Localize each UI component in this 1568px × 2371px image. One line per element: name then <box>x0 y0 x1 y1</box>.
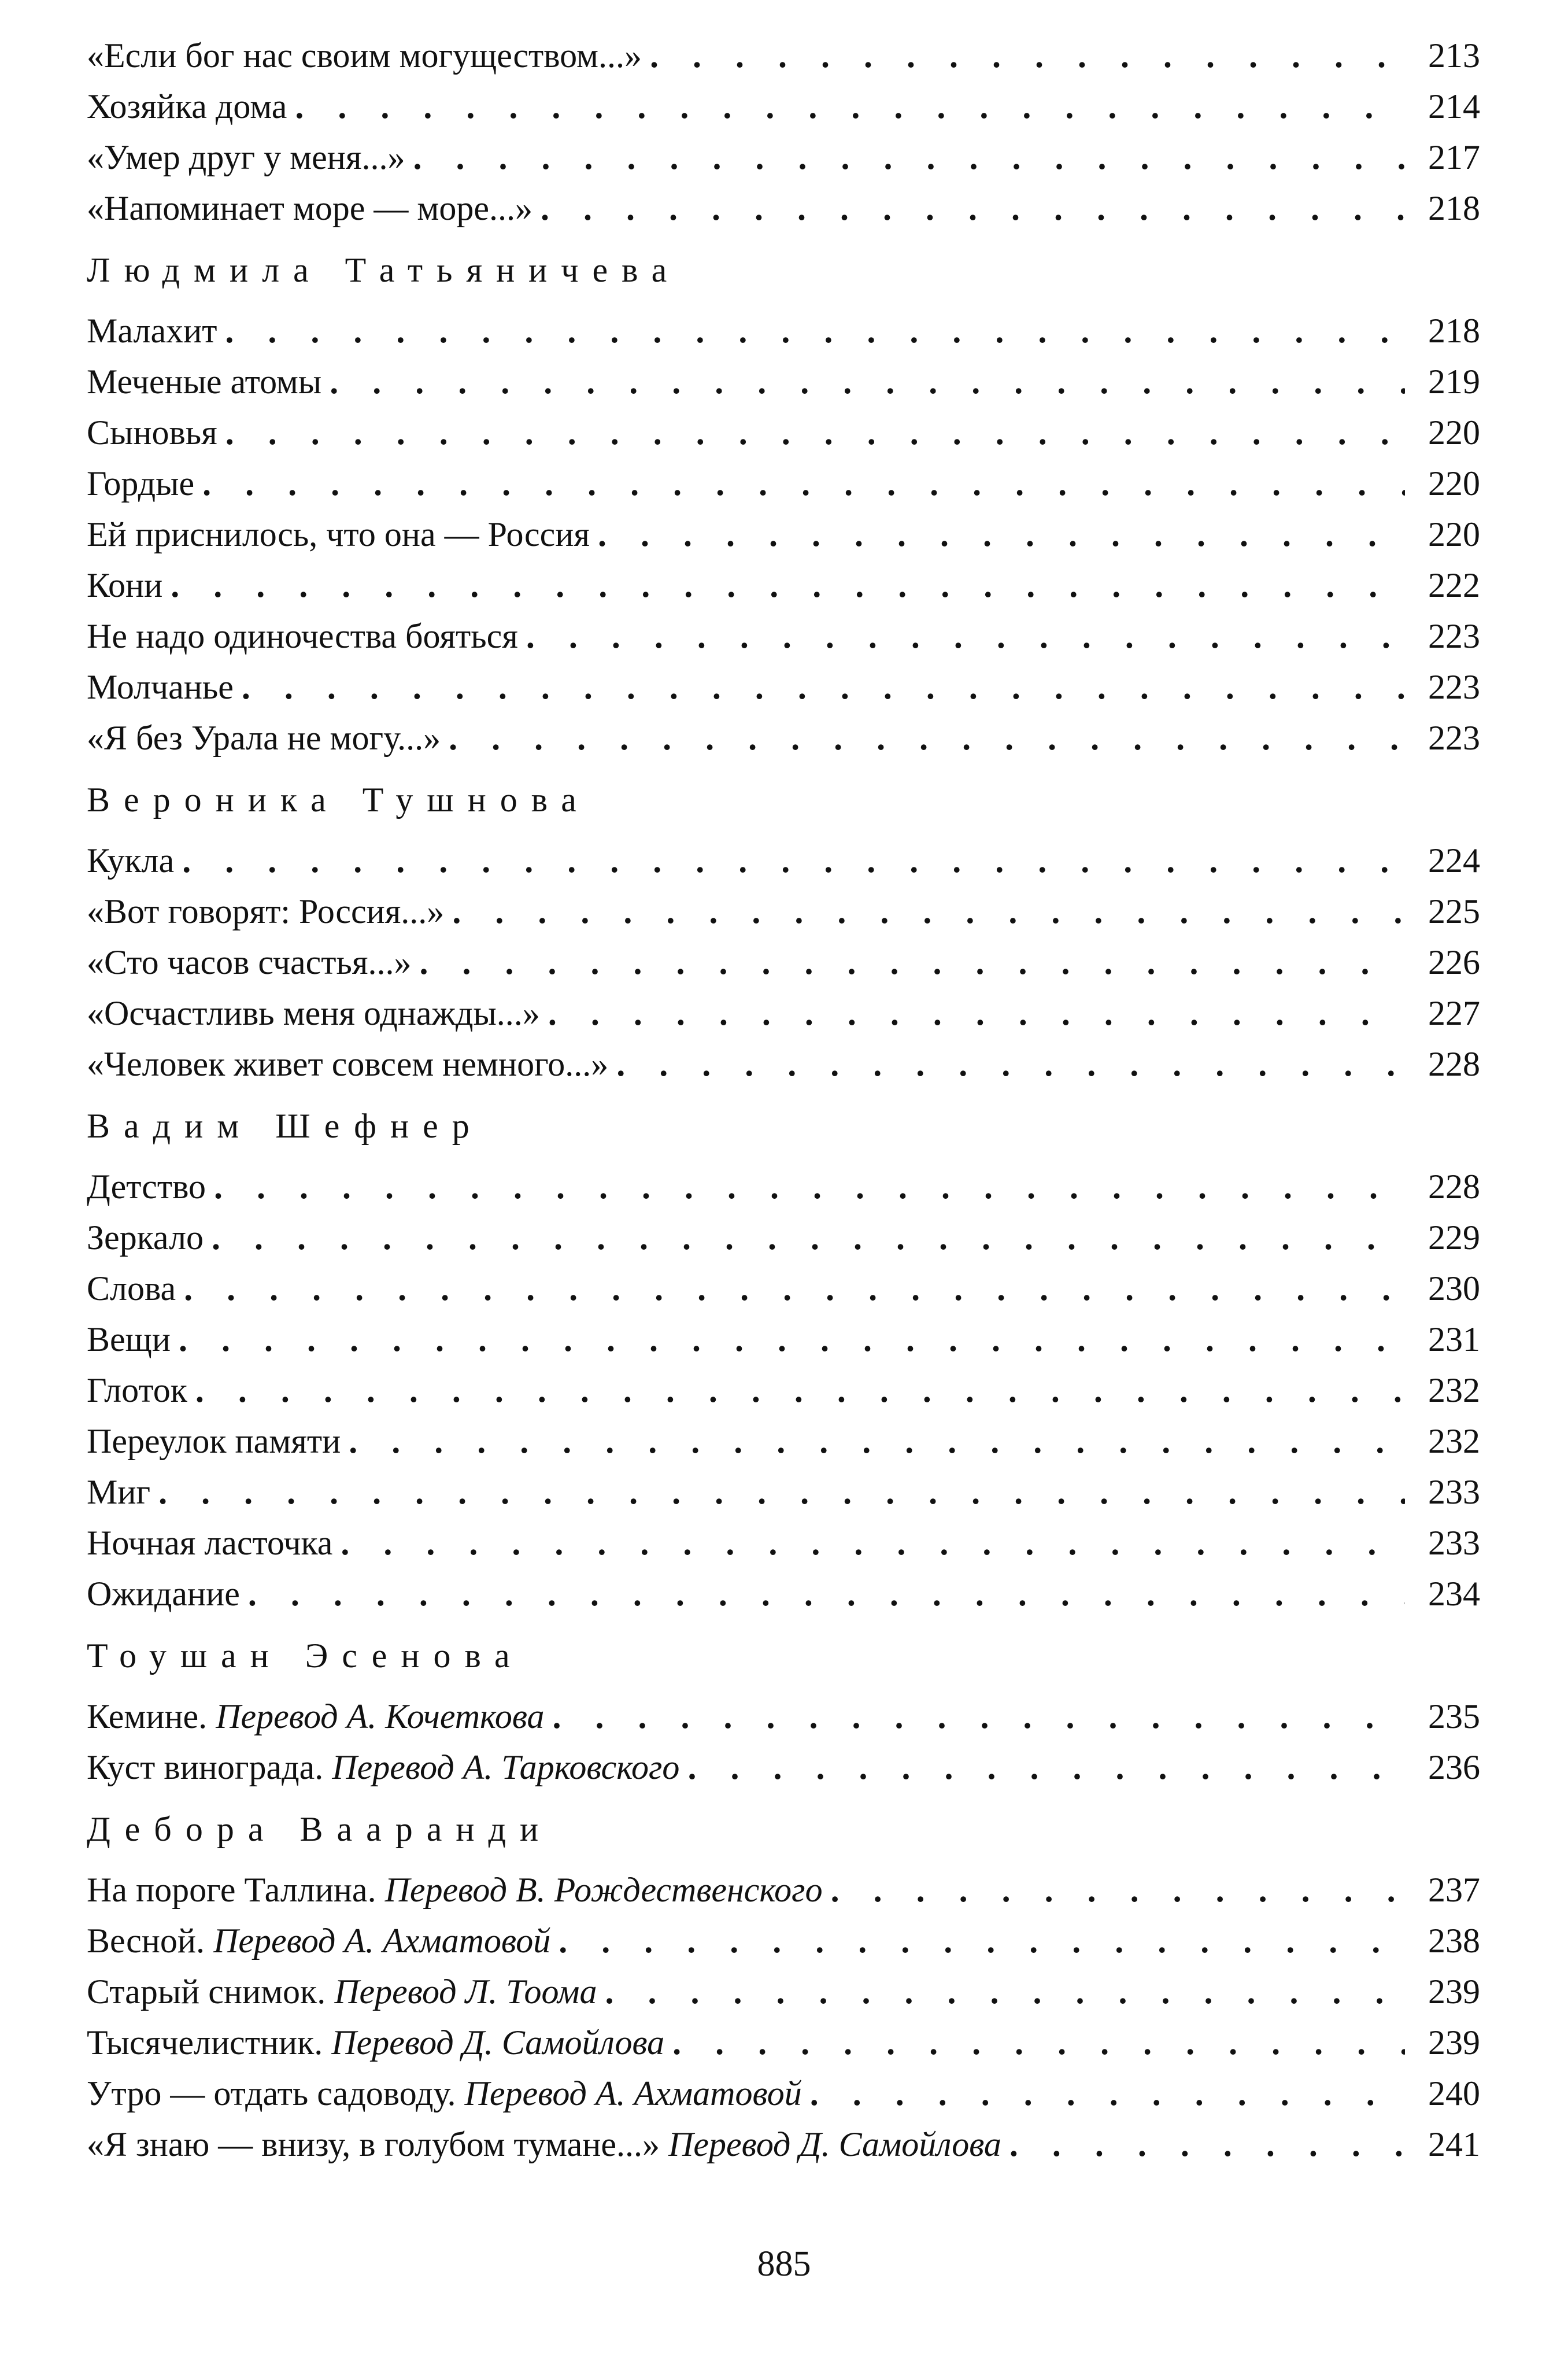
toc-entry <box>87 132 1480 183</box>
entry-title-block <box>87 1915 550 1966</box>
entry-page-number: 220 <box>1428 413 1480 452</box>
dot-leader <box>184 1263 1405 1314</box>
entry-title-block <box>87 509 590 560</box>
entry-title: Ей приснилось, что она — Россия <box>87 515 590 553</box>
dot-leader <box>552 1691 1405 1742</box>
entry-page-number: 214 <box>1428 87 1480 125</box>
dot-leader <box>559 1915 1405 1966</box>
entry-title-block <box>87 81 287 132</box>
entry-title-block <box>87 937 411 988</box>
entry-title: Кемине. <box>87 1697 208 1735</box>
entry-page-number: 239 <box>1428 1973 1480 2011</box>
dot-leader <box>449 712 1405 763</box>
dot-leader <box>225 305 1405 356</box>
dot-leader <box>341 1517 1405 1568</box>
entry-translator: Перевод Д. Самойлова <box>331 2023 665 2062</box>
entry-title-block <box>87 1314 171 1365</box>
entry-page-number: 233 <box>1428 1524 1480 1562</box>
entry-title-block <box>87 662 234 712</box>
entry-title-block <box>87 1467 150 1517</box>
dot-leader <box>548 988 1405 1039</box>
entry-title-block <box>87 835 174 886</box>
author-heading: Вероника Тушнова <box>87 781 590 819</box>
entry-page-number: 213 <box>1428 36 1480 75</box>
entry-page-number: 239 <box>1428 2023 1480 2062</box>
author-heading: Людмила Татьяничева <box>87 251 681 289</box>
entry-title: Кони <box>87 566 163 604</box>
entry-title: Меченые атомы <box>87 363 322 401</box>
entry-page-number: 228 <box>1428 1168 1480 1206</box>
entry-title: Утро — отдать садоводу. <box>87 2074 456 2113</box>
entry-page-number: 240 <box>1428 2074 1480 2113</box>
author-heading: Тоушан Эсенова <box>87 1637 524 1675</box>
entry-title: Переулок памяти <box>87 1422 341 1460</box>
entry-page-number: 241 <box>1428 2125 1480 2163</box>
toc-entry <box>87 937 1480 988</box>
toc-entry <box>87 1915 1480 1966</box>
entry-page-number: 232 <box>1428 1371 1480 1409</box>
dot-leader <box>419 937 1405 988</box>
toc-entry <box>87 407 1480 458</box>
entry-title: Детство <box>87 1168 206 1206</box>
dot-leader <box>214 1161 1405 1212</box>
entry-title-block <box>87 611 518 662</box>
toc-entry <box>87 30 1480 81</box>
entry-title-block <box>87 2068 802 2119</box>
toc-entry <box>87 835 1480 886</box>
page-number: 885 <box>757 2244 811 2284</box>
dot-leader <box>195 1365 1405 1416</box>
entry-title-block <box>87 132 405 183</box>
toc-entry <box>87 509 1480 560</box>
dot-leader <box>831 1864 1405 1915</box>
entry-title: Сыновья <box>87 413 217 452</box>
entry-page-number: 236 <box>1428 1748 1480 1786</box>
dot-leader <box>202 458 1405 509</box>
toc-entry <box>87 1568 1480 1619</box>
entry-title: Ожидание <box>87 1575 240 1613</box>
entry-title: Не надо одиночества бояться <box>87 617 518 655</box>
dot-leader <box>330 356 1405 407</box>
entry-title: Тысячелистник. <box>87 2023 323 2062</box>
dot-leader <box>158 1467 1405 1517</box>
dot-leader <box>212 1212 1405 1263</box>
entry-page-number: 222 <box>1428 566 1480 604</box>
entry-page-number: 230 <box>1428 1269 1480 1308</box>
entry-title: «Если бог нас своим могуществом...» <box>87 36 642 75</box>
entry-title: «Я без Урала не могу...» <box>87 719 441 757</box>
entry-page-number: 224 <box>1428 841 1480 880</box>
entry-title: Весной. <box>87 1922 205 1960</box>
entry-page-number: 232 <box>1428 1422 1480 1460</box>
toc-entry <box>87 662 1480 712</box>
toc-entry <box>87 81 1480 132</box>
toc-entry <box>87 2017 1480 2068</box>
entry-page-number: 226 <box>1428 943 1480 981</box>
toc-entry <box>87 305 1480 356</box>
dot-leader <box>295 81 1405 132</box>
entry-page-number: 227 <box>1428 994 1480 1032</box>
entry-page-number: 223 <box>1428 719 1480 757</box>
toc-entry <box>87 1416 1480 1467</box>
entry-translator: Перевод А. Тарковского <box>332 1748 680 1786</box>
toc-entry <box>87 1365 1480 1416</box>
entry-title: Молчанье <box>87 668 234 706</box>
toc-entry <box>87 1314 1480 1365</box>
entry-title: На пороге Таллина. <box>87 1871 376 1909</box>
entry-title-block <box>87 1742 679 1793</box>
entry-title-block <box>87 305 217 356</box>
dot-leader <box>242 662 1405 712</box>
entry-title-block <box>87 1864 823 1915</box>
entry-title-block <box>87 1966 597 2017</box>
entry-title: «Напоминает море — море...» <box>87 189 533 227</box>
entry-title-block <box>87 1691 544 1742</box>
entry-page-number: 228 <box>1428 1045 1480 1083</box>
dot-leader <box>526 611 1405 662</box>
dot-leader <box>225 407 1405 458</box>
entry-title: Миг <box>87 1473 151 1511</box>
entry-title: Вещи <box>87 1320 171 1358</box>
dot-leader <box>541 183 1405 234</box>
entry-title: Зеркало <box>87 1218 204 1257</box>
entry-title-block <box>87 1212 204 1263</box>
entry-title: «Человек живет совсем немного...» <box>87 1045 609 1083</box>
toc-entry <box>87 1742 1480 1793</box>
entry-translator: Перевод В. Рождественского <box>384 1871 823 1909</box>
dot-leader <box>687 1742 1405 1793</box>
entry-title-block <box>87 560 162 611</box>
entry-title-block <box>87 1517 332 1568</box>
toc-entry <box>87 1161 1480 1212</box>
dot-leader <box>248 1568 1405 1619</box>
entry-page-number: 218 <box>1428 312 1480 350</box>
entry-page-number: 238 <box>1428 1922 1480 1960</box>
entry-title-block <box>87 988 540 1039</box>
dot-leader <box>810 2068 1405 2119</box>
toc-entry <box>87 560 1480 611</box>
dot-leader <box>616 1039 1405 1090</box>
toc-entry <box>87 1263 1480 1314</box>
dot-leader <box>672 2017 1405 2068</box>
entry-page-number: 235 <box>1428 1697 1480 1735</box>
entry-title: Куст винограда. <box>87 1748 324 1786</box>
entry-page-number: 223 <box>1428 668 1480 706</box>
toc-entry <box>87 1517 1480 1568</box>
toc-entry <box>87 988 1480 1039</box>
dot-leader <box>349 1416 1405 1467</box>
entry-translator: Перевод А. Кочеткова <box>216 1697 545 1735</box>
entry-title-block <box>87 2119 1001 2170</box>
entry-title-block <box>87 2017 664 2068</box>
entry-page-number: 233 <box>1428 1473 1480 1511</box>
toc-entry <box>87 458 1480 509</box>
entry-title: Малахит <box>87 312 217 350</box>
dot-leader <box>598 509 1405 560</box>
entry-title: Кукла <box>87 841 175 880</box>
entry-title-block <box>87 1568 240 1619</box>
entry-title-block <box>87 1416 341 1467</box>
toc-entry <box>87 183 1480 234</box>
entry-title-block <box>87 183 532 234</box>
entry-title-block <box>87 886 444 937</box>
author-heading: Вадим Шефнер <box>87 1107 483 1145</box>
table-of-contents <box>87 30 1480 2170</box>
entry-title: Слова <box>87 1269 176 1308</box>
entry-title: Гордые <box>87 464 195 503</box>
entry-translator: Перевод Л. Тоома <box>334 1973 597 2011</box>
dot-leader <box>605 1966 1405 2017</box>
entry-page-number: 231 <box>1428 1320 1480 1358</box>
toc-entry <box>87 1864 1480 1915</box>
entry-page-number: 218 <box>1428 189 1480 227</box>
entry-title-block <box>87 458 194 509</box>
toc-entry <box>87 1467 1480 1517</box>
entry-page-number: 219 <box>1428 363 1480 401</box>
entry-translator: Перевод А. Ахматовой <box>464 2074 802 2113</box>
entry-title-block <box>87 1365 187 1416</box>
dot-leader <box>452 886 1405 937</box>
toc-entry <box>87 1039 1480 1090</box>
entry-title: Ночная ласточка <box>87 1524 333 1562</box>
entry-title-block <box>87 1161 206 1212</box>
entry-title-block <box>87 1039 608 1090</box>
toc-entry <box>87 712 1480 763</box>
toc-entry <box>87 1966 1480 2017</box>
entry-title-block <box>87 712 441 763</box>
entry-title: «Умер друг у меня...» <box>87 138 405 176</box>
dot-leader <box>179 1314 1405 1365</box>
toc-entry <box>87 1212 1480 1263</box>
entry-page-number: 223 <box>1428 617 1480 655</box>
entry-page-number: 237 <box>1428 1871 1480 1909</box>
entry-title-block <box>87 30 642 81</box>
entry-page-number: 220 <box>1428 464 1480 503</box>
toc-entry <box>87 1691 1480 1742</box>
entry-title: Старый снимок. <box>87 1973 326 2011</box>
dot-leader <box>171 560 1405 611</box>
entry-title: Глоток <box>87 1371 187 1409</box>
entry-title: «Я знаю — внизу, в голубом тумане...» <box>87 2125 660 2163</box>
dot-leader <box>413 132 1405 183</box>
entry-title-block <box>87 356 321 407</box>
entry-title: «Вот говорят: Россия...» <box>87 892 445 930</box>
entry-title: Хозяйка дома <box>87 87 287 125</box>
dot-leader <box>182 835 1405 886</box>
author-heading: Дебора Вааранди <box>87 1810 553 1848</box>
toc-entry <box>87 2119 1480 2170</box>
dot-leader <box>650 30 1405 81</box>
toc-entry <box>87 886 1480 937</box>
entry-translator: Перевод Д. Самойлова <box>668 2125 1001 2163</box>
entry-page-number: 234 <box>1428 1575 1480 1613</box>
entry-translator: Перевод А. Ахматовой <box>213 1922 551 1960</box>
entry-title-block <box>87 1263 176 1314</box>
entry-page-number: 229 <box>1428 1218 1480 1257</box>
entry-title: «Сто часов счастья...» <box>87 943 412 981</box>
dot-leader <box>1009 2119 1405 2170</box>
toc-entry <box>87 356 1480 407</box>
entry-title: «Осчастливь меня однажды...» <box>87 994 540 1032</box>
entry-page-number: 225 <box>1428 892 1480 930</box>
entry-page-number: 217 <box>1428 138 1480 176</box>
entry-title-block <box>87 407 217 458</box>
toc-entry <box>87 611 1480 662</box>
entry-page-number: 220 <box>1428 515 1480 553</box>
toc-entry <box>87 2068 1480 2119</box>
